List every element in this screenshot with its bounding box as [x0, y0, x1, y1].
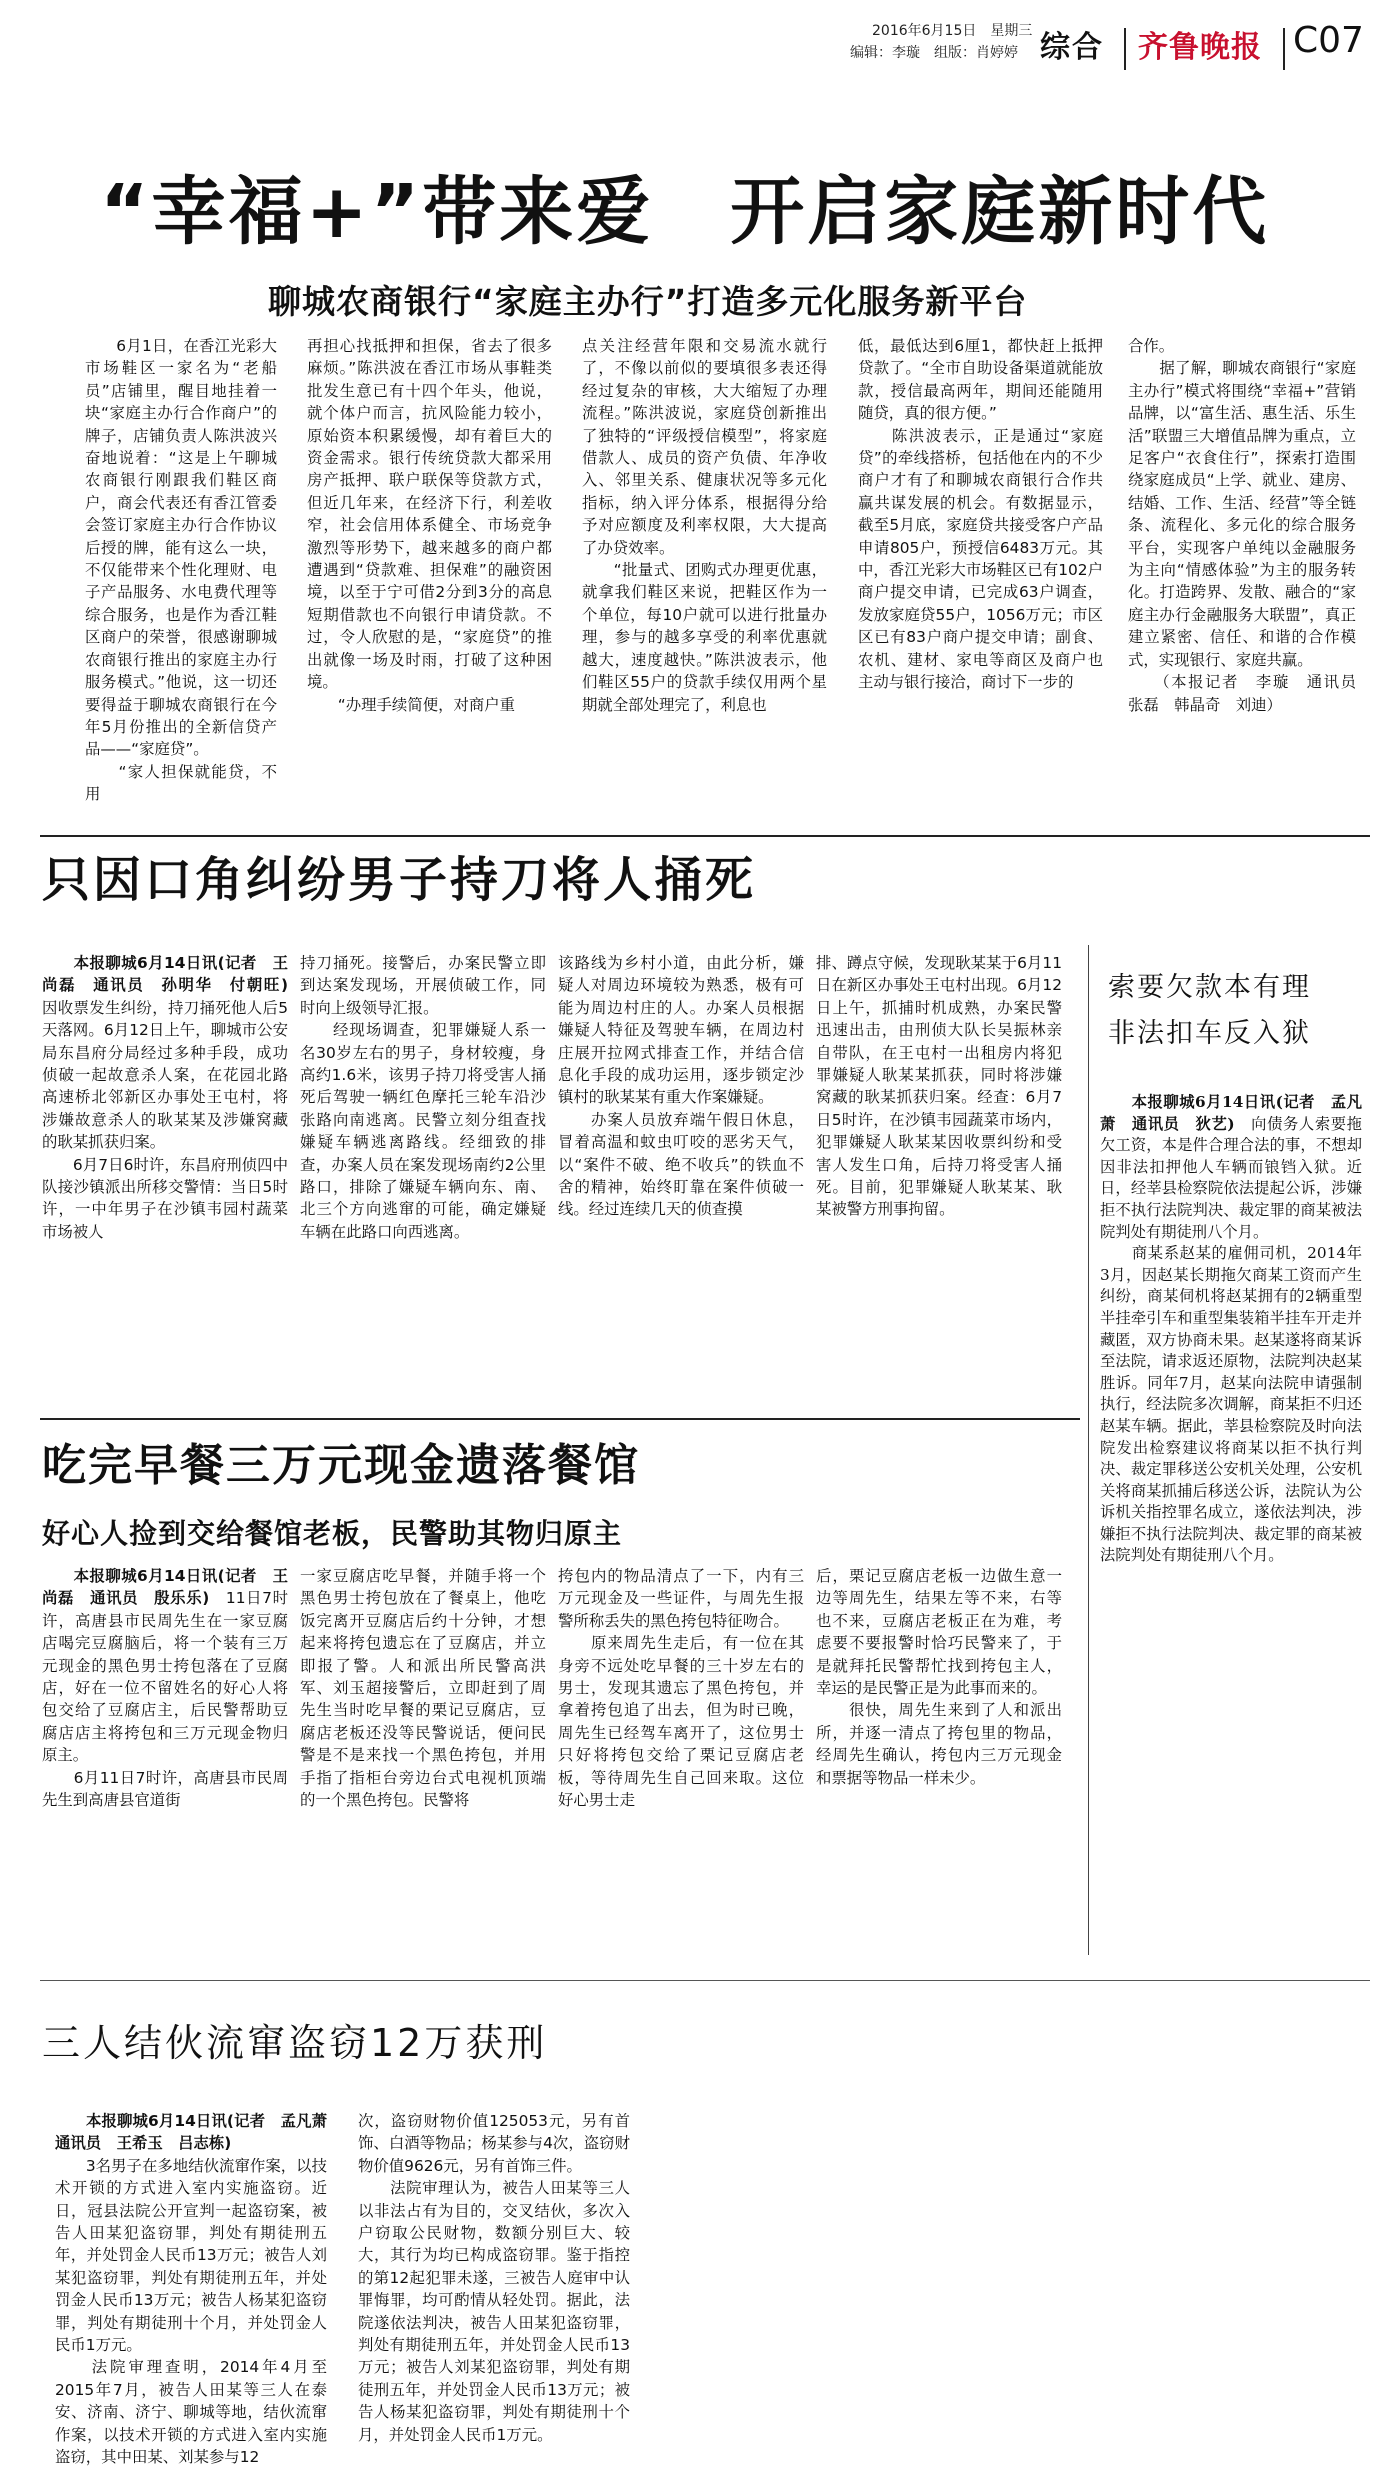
article1-subheadline: 聊城农商银行“家庭主办行”打造多元化服务新平台: [268, 282, 1028, 321]
article3-column: 一家豆腐店吃早餐，并随手将一个黑色男士挎包放在了餐桌上，他吃饭完离开豆腐店后约十分钟，才想起来将挎包遗忘在了豆腐店，并立即报了警。人和派出所民警高洪军、刘玉超接警后，立即赶到了周先生当时吃早餐的栗记豆腐店，豆腐店老板还没等民警说话，便问民警是不是来找一个黑色挎包，并用手指了指柜台旁边台式电视机顶端的一个黑色挎包。民警将: [300, 1567, 546, 1810]
sidebar-body: 向债务人索要拖欠工资，本是件合理合法的事，不想却因非法扣押他人车辆而锒铛入狱。近日，经莘县检察院依法提起公诉，涉嫌拒不执行法院判决、裁定罪的商某被法院判处有期徒刑八个月。 商某系赵某的雇佣司机，2014年3月，因赵某长期拖欠商某工资而产生纠纷，商某伺机将赵某拥有的2辆重型半挂牵引车和重型集装箱半挂车开走并藏匿，双方协商未果。赵某遂将商某诉至法院，请求返还原物，法院判决赵某胜诉。同年7月，赵某向法院申请强制执行，经法院多次调解，商某拒不归还赵某车辆。据此，莘县检察院及时向法院发出检察建议将商某以拒不执行判决、裁定罪移送公安机关处理，公安机关将商某抓捕后移送公诉，法院认为公诉机关指控罪名成立，遂依法判决，涉嫌拒不执行法院判决、裁定罪的商某被法院判处有期徒刑八个月。: [1100, 1114, 1362, 1565]
article2-column: 排、蹲点守候，发现耿某某于6月11日在新区办事处王屯村出现。6月12日上午，抓捕时机成熟，办案民警迅速出击，由刑侦大队长吴振林亲自带队，在王屯村一出租房内将犯罪嫌疑人耿某某抓获，同时将涉嫌窝藏的耿某抓获归案。经查：6月7日5时许，在沙镇韦园蔬菜市场内，犯罪嫌疑人耿某某因收票纠纷和受害人发生口角，后持刀将受害人捅死。目前，犯罪嫌疑人耿某某、耿某被警方刑事拘留。: [816, 954, 1062, 1219]
date-weekday: 2016年6月15日 星期三: [872, 23, 1033, 39]
sidebar-headline-line2: 非法扣车反入狱: [1108, 1018, 1311, 1049]
article2-byline: 本报聊城6月14日讯(记者 王尚磊 通讯员 孙明华 付朝旺): [42, 954, 304, 995]
sidebar-byline: 本报聊城6月14日讯(记者 孟凡萧 通讯员 狄艺): [1100, 1093, 1362, 1133]
article2-text: 因收票发生纠纷，持刀捅死他人后5天落网。6月12日上午，聊城市公安局东昌府分局经过多种手段，成功侦破一起故意杀人案，在花园北路高速桥北邻新区办事处王屯村，将涉嫌故意杀人的耿某某及涉嫌窝藏的耿某抓获归案。 6月7日6时许，东昌府刑侦四中队接沙镇派出所移交警情：当日5时许，一中年男子在沙镇韦园村蔬菜市场被人: [42, 998, 288, 1241]
sidebar-text: [1100, 1092, 1362, 1952]
article2-headline: 只因口角纠纷男子持刀将人捅死: [42, 852, 757, 908]
article1-column: 低，最低达到6厘1，都快赶上抵押贷款了。“全市自助设备渠道就能放款，授信最高两年，期间还能随用随贷，真的很方便。” 陈洪波表示，正是通过“家庭贷”的牵线搭桥，包括他在内的不少商户才有了和聊城农商银行合作共赢共谋发展的机会。有数据显示，截至5月底，家庭贷共接受客户产品申请805户，预授信6483万元。其中，香江光彩大市场鞋区已有102户商户提交申请，已完成63户调查，发放家庭贷55户，1056万元；市区区已有83户商户提交申请；副食、农机、建材、家电等商区及商户也主动与银行接洽，商讨下一步的: [858, 337, 1103, 692]
sidebar-divider: [1088, 945, 1089, 1955]
article3-byline: 本报聊城6月14日讯(记者 王尚磊 通讯员 殷乐乐): [42, 1567, 288, 1608]
article3-column: [42, 1565, 288, 1965]
section-name: 综合: [1040, 30, 1104, 65]
article3-headline: 吃完早餐三万元现金遗落餐馆: [42, 1440, 640, 1491]
article3-subheadline: 好心人捡到交给餐馆老板，民警助其物归原主: [42, 1517, 623, 1550]
article2-column: 持刀捅死。接警后，办案民警立即到达案发现场，开展侦破工作，同时向上级领导汇报。 经现场调查，犯罪嫌疑人系一名30岁左右的男子，身材较瘦，身高约1.6米，该男子持刀将受害人捅死后驾驶一辆红色摩托三轮车沿沙张路向南逃离。民警立刻分组查找嫌疑车辆逃离路线。经细致的排查，办案人员在案发现场南约2公里路口，排除了嫌疑车辆向东、南、北三个方向逃窜的可能，确定嫌疑车辆在此路口向西逃离。: [300, 954, 546, 1241]
editors: 编辑：李璇 组版：肖婷婷: [850, 45, 1018, 61]
article4-column: 次，盗窃财物价值125053元，另有首饰、白酒等物品；杨某参与4次，盗窃财物价值9626元，另有首饰三件。 法院审理认为，被告人田某等三人以非法占有为目的，交叉结伙，多次入户窃取公民财物，数额分别巨大、较大，其行为均已构成盗窃罪。鉴于指控的第12起犯罪未遂，三被告人庭审中认罪悔罪，均可酌情从轻处罚。据此，法院遂依法判决，被告人田某犯盗窃罪，判处有期徒刑五年，并处罚金人民币13万元；被告人刘某犯盗窃罪，判处有期徒刑五年，并处罚金人民币13万元；被告人杨某犯盗窃罪，判处有期徒刑十个月，并处罚金人民币1万元。: [358, 2112, 630, 2444]
page-number: C07: [1293, 20, 1364, 61]
article4-byline: 本报聊城6月14日讯(记者 孟凡萧 通讯员 王希玉 吕志栋): [55, 2112, 343, 2153]
newspaper-logo: 齐鲁晚报: [1138, 30, 1262, 65]
header-divider: [1124, 28, 1126, 70]
section-rule: [40, 835, 1370, 837]
section-rule: [40, 1418, 1080, 1420]
article1-column: 点关注经营年限和交易流水就行了，不像以前似的要填很多表还得经过复杂的审核，大大缩短了办理流程。”陈洪波说，家庭贷创新推出了独特的“评级授信模型”，将家庭借款人、成员的资产负债、年净收入、邻里关系、健康状况等多元化指标，纳入评分体系，根据得分给予对应额度及利率权限，大大提高了办贷效率。 “批量式、团购式办理更优惠，就拿我们鞋区来说，把鞋区作为一个单位，每10户就可以进行批量办理，参与的越多享受的利率优惠就越大，速度越快。”陈洪波表示，他们鞋区55户的贷款手续仅用两个星期就全部处理完了，利息也: [582, 337, 827, 714]
article1-column: 再担心找抵押和担保，省去了很多麻烦。”陈洪波在香江市场从事鞋类批发生意已有十四个年头，他说，就个体户而言，抗风险能力较小，原始资本积累缓慢，却有着巨大的资金需求。银行传统贷款大都采用房产抵押、联户联保等贷款方式，但近几年来，在经济下行，利差收窄，社会信用体系健全、市场竞争激烈等形势下，越来越多的商户都遭遇到“贷款难、担保难”的融资困境，以至于宁可借2分到3分的高息短期借款也不向银行申请贷款。不过，令人欣慰的是，“家庭贷”的推出就像一场及时雨，打破了这种困境。 “办理手续简便，对商户重: [307, 337, 552, 714]
article4-headline: 三人结伙流窜盗窃12万获刑: [42, 2021, 548, 2065]
article4-text: 3名男子在多地结伙流窜作案，以技术开锁的方式进入室内实施盗窃。近日，冠县法院公开宣判一起盗窃案，被告人田某犯盗窃罪，判处有期徒刑五年，并处罚金人民币13万元；被告人刘某犯盗窃罪，判处有期徒刑五年，并处罚金人民币13万元；被告人杨某犯盗窃罪，判处有期徒刑十个月，并处罚金人民币1万元。 法院审理查明，2014年4月至2015年7月，被告人田某等三人在泰安、济南、济宁、聊城等地，结伙流窜作案，以技术开锁的方式进入室内实施盗窃，其中田某、刘某参与12: [55, 2156, 327, 2467]
sidebar-headline: [1108, 965, 1368, 1057]
header-divider: [1283, 28, 1285, 70]
article2-column: [42, 952, 304, 1392]
article1-column: 6月1日，在香江光彩大市场鞋区一家名为“老船员”店铺里，醒目地挂着一块“家庭主办行合作商户”的牌子，店铺负责人陈洪波兴奋地说着：“这是上午聊城农商银行刚跟我们鞋区商户，商会代表还有香江管委会签订家庭主办行合作协议后授的牌，能有这么一块，不仅能带来个性化理财、电子产品服务、水电费代理等综合服务，也是作为香江鞋区商户的荣誉，很感谢聊城农商银行推出的家庭主办行服务模式。”他说，这一切还要得益于聊城农商银行在今年5月份推出的全新信贷产品——“家庭贷”。 “家人担保就能贷，不用: [85, 337, 277, 804]
article1-column: 合作。 据了解，聊城农商银行“家庭主办行”模式将围绕“幸福+”营销品牌，以“富生活、惠生活、乐生活”联盟三大增值品牌为重点，立足客户“衣食住行”，探索打造围绕家庭成员“上学、就业、建房、结婚、工作、生活、经营”等全链条、流程化、多元化的综合服务平台，实现客户单纯以金融服务为主向“情感体验”为主的服务转化。打造跨界、发散、融合的“家庭主办行金融服务大联盟”，真正建立紧密、信任、和谐的合作模式，实现银行、家庭共赢。 （本报记者 李璇 通讯员 张磊 韩晶奇 刘迪）: [1128, 337, 1356, 714]
section-rule: [40, 1980, 1370, 1981]
article3-column: 后，栗记豆腐店老板一边做生意一边等周先生，结果左等不来，右等也不来，豆腐店老板正在为难，考虑要不要报警时恰巧民警来了，于是就拜托民警帮忙找到挎包主人，幸运的是民警正是为此事而来的。 很快，周先生来到了人和派出所，并逐一清点了挎包里的物品，经周先生确认，挎包内三万元现金和票据等物品一样未少。: [816, 1567, 1062, 1787]
article2-column: 该路线为乡村小道，由此分析，嫌疑人对周边环境较为熟悉，极有可能为周边村庄的人。办案人员根据嫌疑人特征及驾驶车辆，在周边村庄展开拉网式排查工作，并结合信息化手段的成功运用，逐步锁定沙镇村的耿某某有重大作案嫌疑。 办案人员放弃端午假日休息，冒着高温和蚊虫叮咬的恶劣天气，以“案件不破、绝不收兵”的铁血不舍的精神，始终盯靠在案件侦破一线。经过连续几天的侦查摸: [558, 954, 804, 1219]
sidebar-headline-line1: 索要欠款本有理: [1108, 972, 1311, 1003]
article1-headline: “幸福+”带来爱 开启家庭新时代: [100, 169, 1270, 255]
article3-text: 11日7时许，高唐县市民周先生在一家豆腐店喝完豆腐脑后，将一个装有三万元现金的黑色男士挎包落在了豆腐店，好在一位不留姓名的好心人将包交给了豆腐店主，后民警帮助豆腐店店主将挎包和三万元现金物归原主。 6月11日7时许，高唐县市民周先生到高唐县官道街: [42, 1589, 288, 1810]
article3-column: 挎包内的物品清点了一下，内有三万元现金及一些证件，与周先生报警所称丢失的黑色挎包特征吻合。 原来周先生走后，有一位在其身旁不远处吃早餐的三十岁左右的男士，发现其遗忘了黑色挎包，并拿着挎包追了出去，但为时已晚，周先生已经驾车离开了，这位男士只好将挎包交给了栗记豆腐店老板，等待周先生自己回来取。这位好心男士走: [558, 1567, 804, 1810]
article4-column: [55, 2110, 343, 2467]
